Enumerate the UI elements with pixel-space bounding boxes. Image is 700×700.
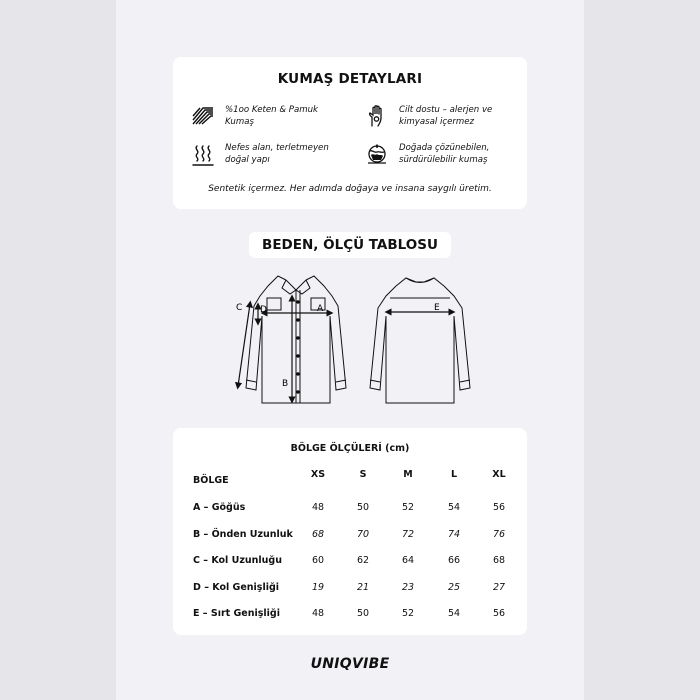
fabric-weave-icon [191,104,215,126]
table-cell: 52 [401,608,415,619]
table-cell: 50 [356,608,370,619]
table-cell: 21 [356,581,370,593]
row-label: A – Göğüs [193,502,246,513]
table-cell: 72 [401,528,415,540]
label-c: C [236,303,243,313]
fabric-details-title: KUMAŞ DETAYLARI [277,71,423,87]
feature-text: Doğada çözünebilen, sürdürülebilir kumaş [399,143,490,165]
shirt-measurement-diagram [220,268,480,418]
table-cell: 27 [492,581,506,593]
row-label: C – Kol Uzunluğu [193,555,282,566]
table-cell: 76 [492,528,506,540]
feature-breathable [191,142,345,168]
table-cell: 48 [311,608,325,619]
table-cell: 48 [311,502,325,513]
feature-linen-cotton [191,104,345,128]
size-header-l: L [450,469,458,480]
table-cell: 64 [401,555,415,566]
table-cell: 56 [492,502,506,513]
label-d: D [260,305,267,315]
feature-text: %1oo Keten & Pamuk Kumaş [225,105,319,127]
table-cell: 25 [447,581,461,593]
brand-logo: UNIQVIBE [310,656,390,672]
table-cell: 68 [311,528,325,540]
table-cell: 68 [492,555,506,566]
size-header-s: S [359,469,367,480]
breathable-heat-icon [191,142,215,168]
front-shirt-drawing [246,276,346,403]
label-b: B [282,379,289,389]
row-label: E – Sırt Genişliği [193,608,280,619]
size-chart-title: BEDEN, ÖLÇÜ TABLOSU [249,232,451,258]
fabric-details-card [173,57,527,209]
table-cell: 19 [311,581,325,593]
hand-care-icon [365,104,389,128]
table-cell: 74 [447,528,461,540]
row-label: D – Kol Genişliği [193,581,280,593]
measurements-table-card [173,428,527,635]
table-corner-header: BÖLGE [193,475,229,486]
label-a: A [317,304,324,314]
row-label: B – Önden Uzunluk [193,528,293,540]
table-cell: 54 [447,502,461,513]
eco-globe-icon [365,142,389,166]
table-title: BÖLGE ÖLÇÜLERİ (cm) [290,443,410,454]
table-cell: 54 [447,608,461,619]
measure-c-line [238,304,250,386]
table-cell: 70 [356,528,370,540]
size-header-m: M [403,469,413,480]
table-cell: 56 [492,608,506,619]
table-cell: 50 [356,502,370,513]
table-cell: 23 [401,581,415,593]
table-cell: 60 [311,555,325,566]
table-cell: 66 [447,555,461,566]
size-header-xl: XL [492,469,506,480]
fabric-note: Sentetik içermez. Her adımda doğaya ve insana saygılı üretim. [208,184,492,194]
feature-biodegradable [365,142,519,166]
feature-text: Cilt dostu – alerjen ve kimyasal içermez [399,105,493,127]
back-shirt-drawing [370,278,470,403]
table-cell: 52 [401,502,415,513]
size-header-xs: XS [310,469,326,480]
label-e: E [434,303,440,313]
table-cell: 62 [356,555,370,566]
feature-text: Nefes alan, terletmeyen doğal yapı [225,143,329,165]
feature-skin-friendly [365,104,519,128]
